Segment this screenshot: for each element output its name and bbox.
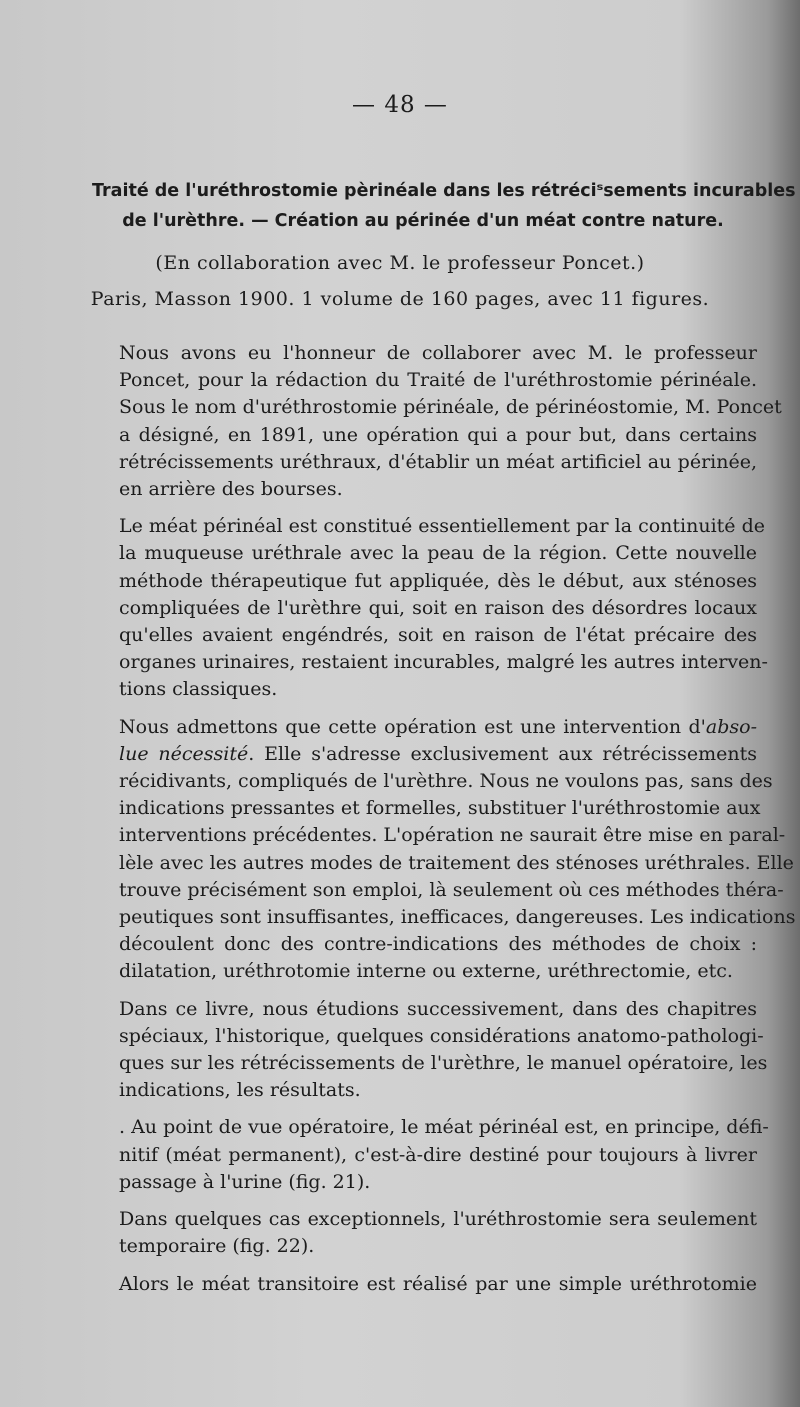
text-line: interventions précédentes. L'opération ne saurait être mise en paral- bbox=[119, 824, 786, 847]
text-line bbox=[103, 741, 757, 768]
paragraph-4 bbox=[103, 996, 768, 1105]
text-line bbox=[103, 714, 757, 741]
text-line: Le méat périnéal est constitué essentiellement par la continuité de bbox=[119, 515, 765, 538]
text-run: . Elle s'adresse exclusivement aux rétrécissements bbox=[248, 742, 757, 765]
text-line: organes urinaires, restaient incurables, malgré les autres interven- bbox=[119, 651, 768, 674]
text-line: Dans quelques cas exceptionnels, l'uréthrostomie sera seulement bbox=[119, 1208, 757, 1231]
text-line: la muqueuse uréthrale avec la peau de la région. Cette nouvelle bbox=[119, 542, 757, 565]
text-line: récidivants, compliqués de l'urèthre. Nous ne voulons pas, sans des bbox=[119, 770, 773, 793]
text-line: tions classiques. bbox=[119, 678, 278, 701]
text-line: méthode thérapeutique fut appliquée, dès le début, aux sténoses bbox=[119, 569, 757, 592]
text-line: spéciaux, l'historique, quelques considérations anatomo-pathologi- bbox=[119, 1024, 764, 1047]
paragraph-7 bbox=[103, 1271, 757, 1298]
text-line: qu'elles avaient engéndrés, soit en raison de l'état précaire des bbox=[119, 624, 757, 647]
text-line: indications, les résultats. bbox=[119, 1079, 361, 1102]
text-line: en arrière des bourses. bbox=[119, 478, 343, 501]
text-line: compliquées de l'urèthre qui, soit en raison des désordres locaux bbox=[119, 596, 757, 619]
text-line: passage à l'urine (fig. 21). bbox=[119, 1170, 371, 1193]
title-line-1: Traité de l'uréthrostomie pèrinéale dans les rétréciˢsements incurables bbox=[92, 181, 796, 201]
italic-text: abso- bbox=[705, 715, 757, 738]
title-line-2: de l'urèthre. — Création au périnée d'un méat contre nature. bbox=[122, 211, 724, 231]
text-line: Nous avons eu l'honneur de collaborer avec M. le professeur bbox=[119, 342, 757, 364]
text-line: dilatation, uréthrotomie interne ou externe, uréthrectomie, etc. bbox=[119, 960, 733, 983]
text-line: indications pressantes et formelles, substituer l'uréthrostomie aux bbox=[119, 797, 761, 820]
text-line: ques sur les rétrécissements de l'urèthre, le manuel opératoire, les bbox=[119, 1052, 768, 1075]
paragraph-6 bbox=[103, 1206, 757, 1260]
page-number: — 48 — bbox=[352, 92, 448, 118]
paragraph-1 bbox=[103, 340, 782, 503]
text-line: peutiques sont insuffisantes, inefficaces, dangereuses. Les indications bbox=[119, 906, 796, 929]
text-line: temporaire (fig. 22). bbox=[119, 1235, 315, 1258]
text-line: Dans ce livre, nous étudions successivement, dans des chapitres bbox=[119, 997, 757, 1020]
text-line: nitif (méat permanent), c'est-à-dire destiné pour toujours à livrer bbox=[119, 1143, 757, 1166]
text-line: trouve précisément son emploi, là seulement où ces méthodes théra- bbox=[119, 878, 784, 901]
text-line: Sous le nom d'uréthrostomie périnéale, de périnéostomie, M. Poncet bbox=[119, 396, 782, 419]
text-run: Nous admettons que cette opération est une intervention d' bbox=[119, 715, 706, 738]
text-line: . Au point de vue opératoire, le méat périnéal est, en principe, défi- bbox=[119, 1116, 769, 1139]
body-text bbox=[103, 340, 796, 1308]
text-line: lèle avec les autres modes de traitement des sténoses uréthrales. Elle bbox=[119, 851, 794, 874]
paragraph-2 bbox=[103, 513, 768, 703]
italic-text: lue nécessité bbox=[119, 742, 249, 765]
text-line: Alors le méat transitoire est réalisé par une simple uréthrotomie bbox=[119, 1272, 757, 1295]
publication-info: Paris, Masson 1900. 1 volume de 160 pages, avec 11 figures. bbox=[90, 288, 710, 310]
paragraph-5 bbox=[103, 1114, 769, 1196]
paragraph-3 bbox=[103, 714, 796, 986]
section-title bbox=[92, 176, 796, 236]
text-line: découlent donc des contre-indications des méthodes de choix : bbox=[119, 933, 757, 956]
text-line: a désigné, en 1891, une opération qui a pour but, dans certains bbox=[119, 423, 757, 446]
collaboration-note: (En collaboration avec M. le professeur Poncet.) bbox=[155, 252, 645, 274]
text-line: Poncet, pour la rédaction du Traité de l'uréthrostomie périnéale. bbox=[119, 369, 757, 392]
text-line: rétrécissements uréthraux, d'établir un méat artificiel au périnée, bbox=[119, 450, 757, 473]
